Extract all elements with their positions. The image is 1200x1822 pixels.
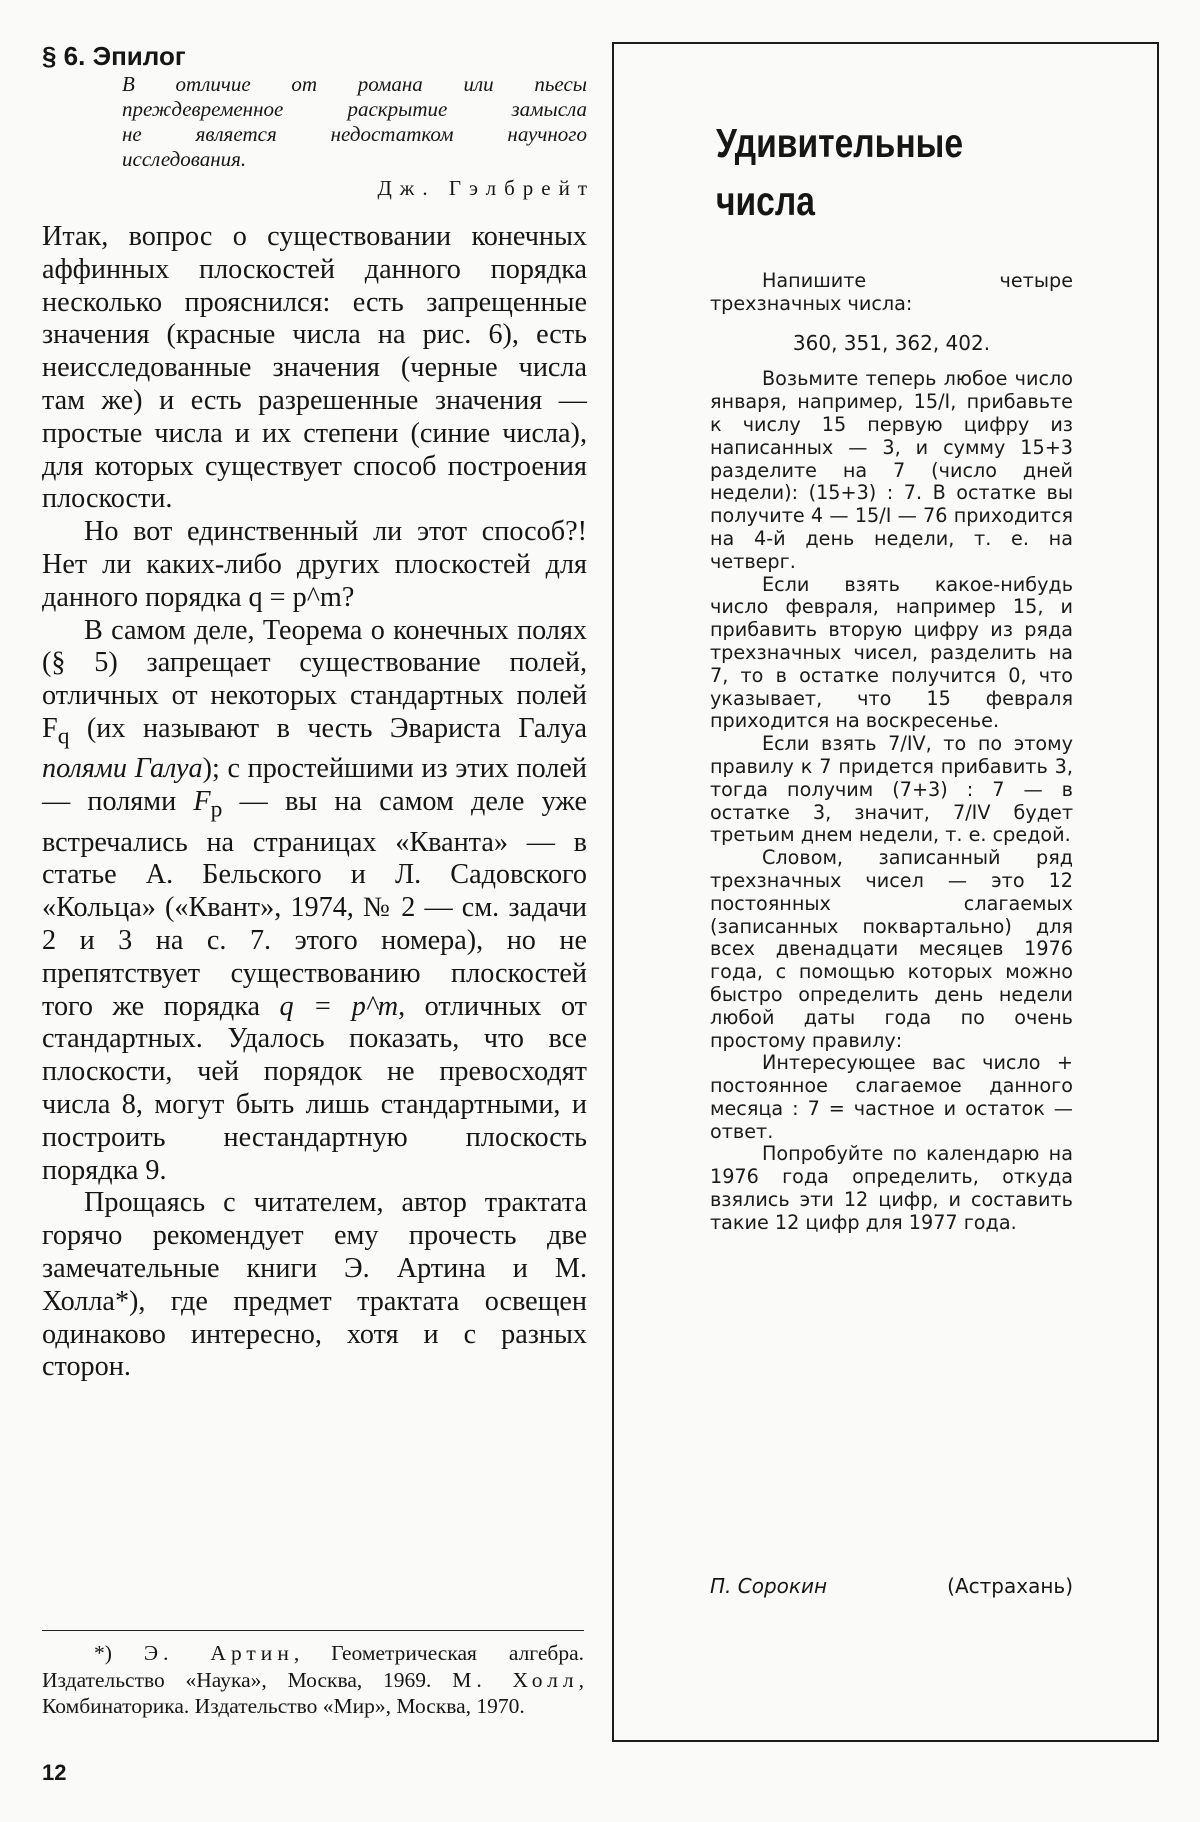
field-symbol: F (193, 786, 211, 818)
paragraph-text: ); с простейшими из этих полей — полями (42, 753, 587, 818)
box-paragraph: Возьмите теперь любое число января, например, 15/I, прибавьте к числу 15 первую цифру из написанных — 3, и сумму 15+3 разделите на 7 (число дней недели): (15+3) : 7. В остатке вы получите 4 — 15/I — 76 приходится на 4-й день недели, т. е. на четверг. (710, 367, 1073, 573)
epigraph (122, 72, 587, 172)
box-paragraph: Попробуйте по календарю на 1976 года определить, откуда взялись эти 12 цифр, и составить такие 12 цифр для 1977 года. (710, 1142, 1073, 1234)
box-signature (710, 1574, 1073, 1598)
epigraph-line: преждевременное раскрытие замысла (122, 97, 587, 121)
box-paragraph: Словом, записанный ряд трехзначных чисел — это 12 постоянных слагаемых (записанных поквартально) для всех двенадцати месяцев 1976 года, с помощью которых можно быстро определить день недели любой даты года по очень простому правилу: (710, 846, 1073, 1052)
box-paragraph: Если взять какое-нибудь число февраля, например 15, и прибавить вторую цифру из ряда трехзначных чисел, разделить на 7, то в остатке получится 0, что указывает, что 15 февраля приходится на воскресенье. (710, 572, 1073, 733)
left-column (42, 40, 595, 1384)
body-paragraph: Прощаясь с читателем, автор трактата горячо рекомендует ему прочесть две замечательные книги Э. Артина и М. Холла*), где предмет трактата освещен одинаково интересно, хотя и с разных сторон. (42, 1187, 587, 1383)
footnote-author: Э. Артин (143, 1641, 294, 1665)
box-paragraph: Интересующее вас число + постоянное слагаемое данного месяца : 7 = частное и остаток — ответ. (710, 1051, 1073, 1143)
italic-term: полями Галуа (42, 753, 203, 785)
signature-city: (Астрахань) (947, 1574, 1073, 1598)
epigraph-line: не является недостатком научного (122, 122, 587, 146)
body-paragraph: Итак, вопрос о существовании конечных аффинных плоскостей данного порядка несколько прояснился: есть запрещенные значения (красные числа на рис. 6), есть неисследованные значения (черные числа там же) и есть разрешенные значения — простые числа и их степени (синие числа), для которых существует способ построения плоскости. (42, 221, 587, 515)
footnote-marker: *) (94, 1641, 112, 1665)
footnote-author: М. Холл (452, 1667, 579, 1692)
paragraph-text: В самом деле, Теорема о конечных полях (§ 5) запрещает существование полей, отличных от некоторых стандартных полей F (42, 614, 587, 744)
box-title (716, 114, 1060, 230)
signature-name: П. Сорокин (710, 1574, 828, 1598)
footnote-divider (42, 1630, 584, 1631)
body-paragraph (42, 615, 587, 1188)
box-text (710, 270, 1073, 1235)
box-title-line: числа (716, 178, 815, 224)
epigraph-author: Дж. Гэлбрейт (377, 176, 595, 200)
sidebar-box (612, 42, 1159, 1742)
section-title: § 6. Эпилог (42, 41, 186, 71)
epigraph-line: В отличие от романа или пьесы (122, 72, 587, 96)
footnote-text: , Комбинаторика. Издательство «Мир», Москва, 1970. (42, 1667, 585, 1718)
box-title-line: Удивительные (716, 120, 964, 166)
paragraph-text: , отличных от стандартных. Удалось показать, что все плоскости, чей порядок не превосходят числа 8, могут быть лишь стандартными, и построить нестандартную плоскость порядка 9. (42, 990, 587, 1186)
paragraph-text: (их называют в честь Эвариста Галуа (69, 712, 587, 744)
subscript-p: p (210, 796, 223, 823)
subscript-q: q (57, 723, 70, 750)
footnote (42, 1640, 584, 1720)
epigraph-line: исследования. (122, 147, 247, 171)
box-paragraph: Если взять 7/IV, то по этому правилу к 7 придется прибавить 3, тогда получим (7+3) : 7 — в остатке 3, значит, 7/IV будет третьим днем недели, т. е. средой. (710, 732, 1073, 847)
page-number: 12 (42, 1760, 67, 1785)
box-numbers: 360, 351, 362, 402. (792, 330, 991, 355)
body-paragraph: Но вот единственный ли этот способ?! Нет ли каких-либо других плоскостей для данного порядка q = p^m? (42, 516, 587, 613)
footnote-text: , Геометрическая алгебра. Издательство «Наука», Москва, 1969. (42, 1641, 584, 1692)
formula: q = p^m (279, 990, 399, 1022)
paragraph-text: — вы на самом деле уже встречались на страницах «Кванта» — в статье А. Бельского и Л. Садовского «Кольца» («Квант», 1974, № 2 — см. задачи 2 и 3 на с. 7. этого номера), но не препятствует существованию плоскостей того же порядка (42, 786, 587, 1022)
box-intro: Напишите четыре трехзначных числа: (710, 269, 1073, 315)
